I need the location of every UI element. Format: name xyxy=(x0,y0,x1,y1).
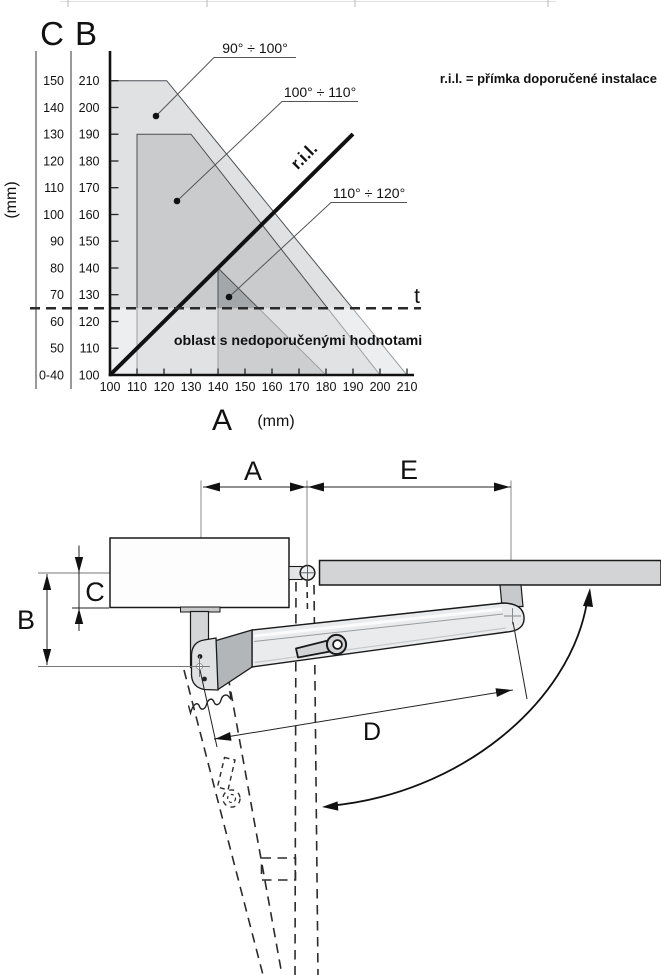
c-axis-ticks xyxy=(39,74,64,382)
b-axis-ticks xyxy=(79,74,100,382)
svg-text:90: 90 xyxy=(50,234,64,249)
x-axis-ticks xyxy=(100,380,418,394)
dimension-C xyxy=(75,546,105,632)
installation-chart xyxy=(3,15,657,437)
dimension-A-E xyxy=(203,455,511,492)
svg-text:200: 200 xyxy=(369,380,391,394)
x-axis-title: A xyxy=(211,404,233,437)
svg-text:170: 170 xyxy=(78,181,100,196)
dim-label-A: A xyxy=(243,456,263,486)
svg-text:180: 180 xyxy=(78,154,100,169)
svg-text:200: 200 xyxy=(78,101,100,115)
excluded-area-label: oblast s nedoporučenými hodnotami xyxy=(173,333,423,349)
arm-motor-section xyxy=(215,630,253,690)
svg-text:210: 210 xyxy=(78,74,100,89)
actuator-arm xyxy=(189,603,524,690)
dim-label-D: D xyxy=(362,718,382,746)
svg-text:140: 140 xyxy=(207,380,229,394)
gate-leaf xyxy=(320,561,661,586)
open-arm-dashed xyxy=(184,670,282,975)
region-90-100-label: 90° ÷ 100° xyxy=(222,40,288,56)
svg-text:110: 110 xyxy=(127,380,147,394)
region-110-120-label: 110° ÷ 120° xyxy=(332,185,406,201)
actuator-housing xyxy=(110,538,289,608)
svg-text:50: 50 xyxy=(50,341,64,356)
y-axis-unit: (mm) xyxy=(3,181,20,219)
actuator-diagram xyxy=(17,455,661,975)
svg-text:0-40: 0-40 xyxy=(38,368,64,383)
svg-text:100: 100 xyxy=(78,368,100,383)
page-crop-marks xyxy=(60,0,556,7)
svg-text:140: 140 xyxy=(43,101,64,115)
svg-text:150: 150 xyxy=(78,234,100,249)
svg-text:110: 110 xyxy=(79,341,100,356)
svg-text:80: 80 xyxy=(50,261,64,276)
svg-text:170: 170 xyxy=(288,380,310,394)
svg-text:70: 70 xyxy=(50,288,64,303)
svg-text:120: 120 xyxy=(153,380,175,394)
svg-text:100: 100 xyxy=(99,380,121,394)
c-axis-header: C xyxy=(40,15,64,52)
arm-motor-cap xyxy=(192,638,219,690)
ril-line-label: r.i.l. xyxy=(287,139,322,174)
svg-text:130: 130 xyxy=(43,127,64,142)
open-gate-bracket-dashed xyxy=(262,858,296,880)
svg-text:180: 180 xyxy=(315,380,337,394)
dim-label-B: B xyxy=(16,605,36,635)
t-line-label: t xyxy=(414,285,420,308)
svg-text:150: 150 xyxy=(43,74,64,89)
dim-label-C: C xyxy=(85,577,105,607)
svg-text:160: 160 xyxy=(261,380,283,394)
svg-text:60: 60 xyxy=(50,315,64,329)
arm-slot-hole xyxy=(333,640,342,649)
svg-text:150: 150 xyxy=(234,380,256,394)
dim-label-E: E xyxy=(399,455,419,485)
svg-text:120: 120 xyxy=(78,315,100,329)
region-100-110-label: 100° ÷ 110° xyxy=(283,84,357,100)
svg-text:190: 190 xyxy=(342,380,364,394)
x-axis-unit: (mm) xyxy=(257,413,295,430)
svg-text:130: 130 xyxy=(180,380,202,394)
svg-text:120: 120 xyxy=(43,154,64,169)
b-axis-header: B xyxy=(74,15,98,52)
svg-text:130: 130 xyxy=(78,288,100,303)
svg-text:140: 140 xyxy=(78,261,100,276)
svg-text:160: 160 xyxy=(78,208,100,222)
dimension-B xyxy=(17,574,51,665)
svg-text:210: 210 xyxy=(396,380,418,394)
svg-text:190: 190 xyxy=(78,127,100,142)
ril-legend-note: r.i.l. = přímka doporučené instalace xyxy=(439,71,657,86)
svg-text:110: 110 xyxy=(44,181,64,196)
svg-text:100: 100 xyxy=(43,208,64,222)
